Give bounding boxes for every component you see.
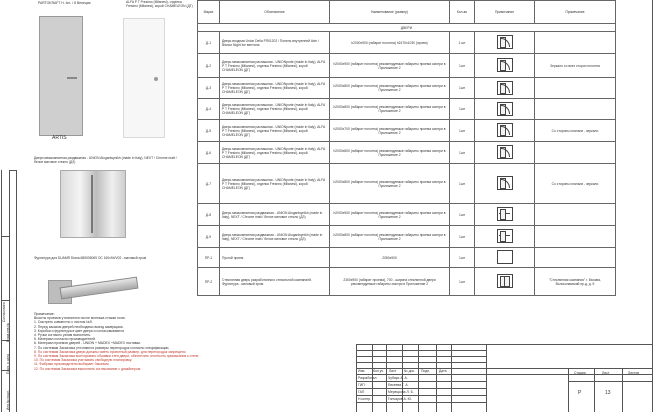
door-image-2 xyxy=(123,18,165,138)
col-header: Кол-во xyxy=(450,1,475,24)
row-icon xyxy=(475,204,535,226)
door-caption-sliding: Двери межкомнатная раздвижная - UNION Alugantsynikh (made in Italy), NEXT / Chrome matt / белое матовое стекло (ДЗ) xyxy=(34,156,177,164)
stamp-header: Подп. xyxy=(421,369,431,373)
row-mark: Д-2 xyxy=(198,54,220,78)
door-caption-artis: ARTIS xyxy=(52,135,67,141)
note-line: 5. Материал согласно производителей. xyxy=(34,337,96,342)
row-icon xyxy=(475,54,535,78)
door-spec-table xyxy=(197,0,616,296)
row-mark: Д-3 xyxy=(198,78,220,99)
row-name: Дверь межкомнатная распашная - UNIONporte (made in Italy), ALFA P T Fresimo (Milanesi), отделка Fresimo (Milanesi), корой CHAMELEON (ДГ) xyxy=(220,120,330,142)
door-plan-symbol-icon xyxy=(497,58,513,72)
stamp-header: Изм. xyxy=(358,369,366,373)
row-qty: 1шт xyxy=(450,54,475,78)
door-plan-symbol-icon xyxy=(497,176,513,190)
table-row xyxy=(198,204,616,226)
door-image-1 xyxy=(39,16,83,136)
row-note: Зеркало со всех сторон полотна xyxy=(535,54,616,78)
stamp-role: Разработал xyxy=(358,376,377,380)
note-line: 1. Смотреть совместно с листом №9. xyxy=(34,320,93,325)
row-qty: 1шт xyxy=(450,120,475,142)
row-size: h2000x900 (габарит полотна) h2470x1030 (проем) xyxy=(330,32,450,54)
stage-value: Р xyxy=(578,390,582,396)
note-line-red: 8. По системам Заказчика двери должны иметь проектный размер, для перегородок запрещено xyxy=(34,349,186,354)
note-line-red: 12. По системам Заказчика выполнить согласование с дизайнером. xyxy=(34,366,141,371)
row-mark: Д-8 xyxy=(198,204,220,226)
col-header: Наименование (размер) xyxy=(330,1,450,24)
table-row xyxy=(198,268,616,296)
row-name: Дверь межкомнатная раздвижная - UNION Alugantsynikh (made in Italy), NEXT / Chrome matt / белое матовое стекло (ДЗ) xyxy=(220,204,330,226)
side-label-podp: Подп. и дата xyxy=(5,354,10,375)
row-size: h2000x900 (габарит полотна) рекомендуемые габариты проема смотри в Приложение 2 xyxy=(330,54,450,78)
col-header: Примечание xyxy=(535,1,616,24)
section-row xyxy=(198,24,616,32)
table-row xyxy=(198,248,616,268)
row-icon xyxy=(475,226,535,248)
section-title: ДВЕРИ xyxy=(198,24,616,32)
stamp-header: Дата xyxy=(439,369,447,373)
row-name: Дверь межкомнатная распашная - UNIONporte (made in Italy), ALFA P T Fresimo (Milanesi), отделка Fresimo (Milanesi), корой CHAMELEON (ДГ) xyxy=(220,164,330,204)
row-qty: 1шт xyxy=(450,78,475,99)
note-line: 3. Коробки и фурнитура в цвет двери и согласовываются xyxy=(34,328,125,333)
stage-label: Стадия xyxy=(574,371,586,375)
col-header: Марка xyxy=(198,1,220,24)
door-plan-symbol-icon xyxy=(497,250,513,264)
note-line-red: 11. Фабрики производители выбирает Заказчик. xyxy=(34,362,110,367)
side-label-vzam: Взам.инв.№ xyxy=(5,322,10,343)
row-size: h2000x700 (габарит полотна) рекомендуемые габариты проема смотри в Приложение 2 xyxy=(330,120,450,142)
handle-image xyxy=(48,270,138,304)
side-label-soglasovano: Согласовано xyxy=(1,301,6,323)
door-plan-symbol-icon xyxy=(497,207,513,221)
row-note xyxy=(535,78,616,99)
table-row xyxy=(198,226,616,248)
row-mark: Д-1 xyxy=(198,32,220,54)
row-mark: Д-7 xyxy=(198,164,220,204)
row-mark: Д-5 xyxy=(198,120,220,142)
row-size: h2000x800 (габарит полотна) рекомендуемые габариты проема смотри в Приложение 2 xyxy=(330,142,450,164)
note-line-red: 9. По системам Заказчика монтировать обшивки стен двери, обеспечить плотность примыкания к стене. xyxy=(34,354,200,359)
table-row xyxy=(198,120,616,142)
row-qty: 1шт xyxy=(450,226,475,248)
stamp-role: Н.контр. xyxy=(358,397,372,401)
table-row xyxy=(198,32,616,54)
side-label-inv: Инв.№ подл. xyxy=(5,389,10,411)
row-size: 2300x900 (габарит проема), 700 - ширина стеклянной двери рекомендуемые габариты смотри в Приложение 2 xyxy=(330,268,450,296)
row-note xyxy=(535,142,616,164)
row-qty: 1шт xyxy=(450,164,475,204)
table-row xyxy=(198,164,616,204)
row-qty: 1шт xyxy=(450,99,475,120)
note-line-red: 10. По системам Заказчика учитывать свободную планировку. xyxy=(34,358,133,363)
door-label-2: ALFA P T Fresimo (Milanesi), отделка Fresimo (Milanesi), корой CHAMELEON (ДГ) xyxy=(126,0,193,8)
note-line: 2. Перед заказом дверей необходимо выезд замерщика. xyxy=(34,324,124,329)
door-label-1: PARTOKRAFT H. 4m. / 8 Венеция xyxy=(38,1,91,5)
row-icon xyxy=(475,120,535,142)
row-icon xyxy=(475,268,535,296)
row-mark: Д-4 xyxy=(198,99,220,120)
row-note xyxy=(535,204,616,226)
row-qty: 1шт xyxy=(450,204,475,226)
row-mark: ПР-1 xyxy=(198,248,220,268)
sheets-label: Листов xyxy=(628,371,640,375)
row-name: Пустой проем xyxy=(220,248,330,268)
sliding-door-image xyxy=(60,170,126,238)
title-block xyxy=(356,344,652,412)
note-line: 7. По системам Заказчика уточняются размеры перегородок согласно спецификации. xyxy=(34,345,170,350)
door-plan-symbol-icon xyxy=(497,102,513,116)
stamp-role: ГАП xyxy=(358,390,365,394)
row-note xyxy=(535,248,616,268)
row-name: Дверь межкомнатная распашная - UNIONporte (made in Italy), ALFA P T Fresimo (Milanesi), отделка Fresimo (Milanesi), корой CHAMELEON (ДГ) xyxy=(220,99,330,120)
row-name: Дверь межкомнатная раздвижная - UNION Alugantsynikh (made in Italy), NEXT / Chrome matt / белое матовое стекло (ДЗ) xyxy=(220,226,330,248)
row-size: h2000x800 (габарит полотна) рекомендуемые габариты проема смотри в Приложение 2 xyxy=(330,78,450,99)
row-name: Дверь межкомнатная распашная - UNIONporte (made in Italy), ALFA P T Fresimo (Milanesi), отделка Fresimo (Milanesi), корой CHAMELEON (ДГ) xyxy=(220,78,330,99)
notes-block xyxy=(34,312,200,371)
row-qty: 1шт xyxy=(450,142,475,164)
table-row xyxy=(198,99,616,120)
stamp-person: Чубарь А. А. xyxy=(388,376,408,380)
note-line: 4. Ручки согласно узлам выполнить. xyxy=(34,333,92,338)
row-icon xyxy=(475,142,535,164)
row-note: Со стороны спальни - зеркало xyxy=(535,120,616,142)
row-qty: 1 шт xyxy=(450,32,475,54)
row-note: Со стороны спальни - зеркало xyxy=(535,164,616,204)
stamp-person: Гончаров А. Ю. xyxy=(388,397,413,401)
row-note xyxy=(535,32,616,54)
note-line: Высоты проемов уточняются после монтажа стяжки пола. xyxy=(34,316,126,321)
row-note: "Стеклянная компания" г. Москва, Волоколамский пр-д, д. 5 xyxy=(535,268,616,296)
table-row xyxy=(198,54,616,78)
row-note xyxy=(535,226,616,248)
row-icon xyxy=(475,248,535,268)
row-name: Дверь межкомнатная распашная - UNIONporte (made in Italy), ALFA P T Fresimo (Milanesi), отделка Fresimo (Milanesi), корой CHAMELEON (ДГ) xyxy=(220,142,330,164)
sheet-value: 13 xyxy=(605,390,611,396)
row-icon xyxy=(475,32,535,54)
row-mark: ПР-2 xyxy=(198,268,220,296)
row-qty: 1шт xyxy=(450,268,475,296)
row-size: h2000x900 (габарит полотна) рекомендуемые габариты проема смотри в Приложение 2 xyxy=(330,204,450,226)
row-icon xyxy=(475,164,535,204)
left-panel xyxy=(0,0,200,412)
stamp-person: Мерецкова Л. Б. xyxy=(388,390,414,394)
table-row xyxy=(198,78,616,99)
handle-caption: Фурнитура для DUAMR Diana 685005069 ОС 160x94/V02 - матовый хром xyxy=(34,256,147,260)
stamp-role: ГИП xyxy=(358,383,365,387)
stamp-header: № док. xyxy=(404,369,415,373)
sheet-label: Лист xyxy=(602,371,610,375)
table-row xyxy=(198,142,616,164)
row-qty: 1шт xyxy=(450,248,475,268)
row-mark: Д-6 xyxy=(198,142,220,164)
row-icon xyxy=(475,78,535,99)
row-size: h2000x800 (габарит полотна) рекомендуемые габариты проема смотри в Приложение 2 xyxy=(330,164,450,204)
door-plan-symbol-icon xyxy=(497,274,513,288)
stamp-header: Кол.уч. xyxy=(373,369,385,373)
row-icon xyxy=(475,99,535,120)
door-plan-symbol-icon xyxy=(497,35,513,49)
door-plan-symbol-icon xyxy=(497,229,513,243)
col-header: Примечание xyxy=(475,1,535,24)
col-header: Обозначение xyxy=(220,1,330,24)
row-note xyxy=(535,99,616,120)
door-plan-symbol-icon xyxy=(497,81,513,95)
stamp-header: Лист xyxy=(389,369,397,373)
row-name: Стеклянная дверь разработанного стекольной компанией. Фурнитура - матовый хром. xyxy=(220,268,330,296)
table-header-row xyxy=(198,1,616,24)
row-size: 2050x900 xyxy=(330,248,450,268)
notes-title: Примечание: xyxy=(34,312,55,316)
door-plan-symbol-icon xyxy=(497,145,513,159)
row-size: h2000x800 (габарит полотна) рекомендуемые габариты проема смотри в Приложение 2 xyxy=(330,99,450,120)
door-plan-symbol-icon xyxy=(497,123,513,137)
row-mark: Д-9 xyxy=(198,226,220,248)
note-line: 6. Материал проемов дверей - UNION + MADEX +MADEX поставки. xyxy=(34,341,141,346)
row-name: Дверь входная Union Della FR01202 / Понель внутренней Arte / Bianco Night Ice вентила xyxy=(220,32,330,54)
stamp-person: Евсеева Г. А. xyxy=(388,383,409,387)
row-name: Дверь межкомнатная распашная - UNIONporte (made in Italy), ALFA P T Fresimo (Milanesi), отделка Fresimo (Milanesi), корой CHAMELEON (ДГ) xyxy=(220,54,330,78)
row-size: h2000x800 (габарит полотна) рекомендуемые габариты проема смотри в Приложение 2 xyxy=(330,226,450,248)
